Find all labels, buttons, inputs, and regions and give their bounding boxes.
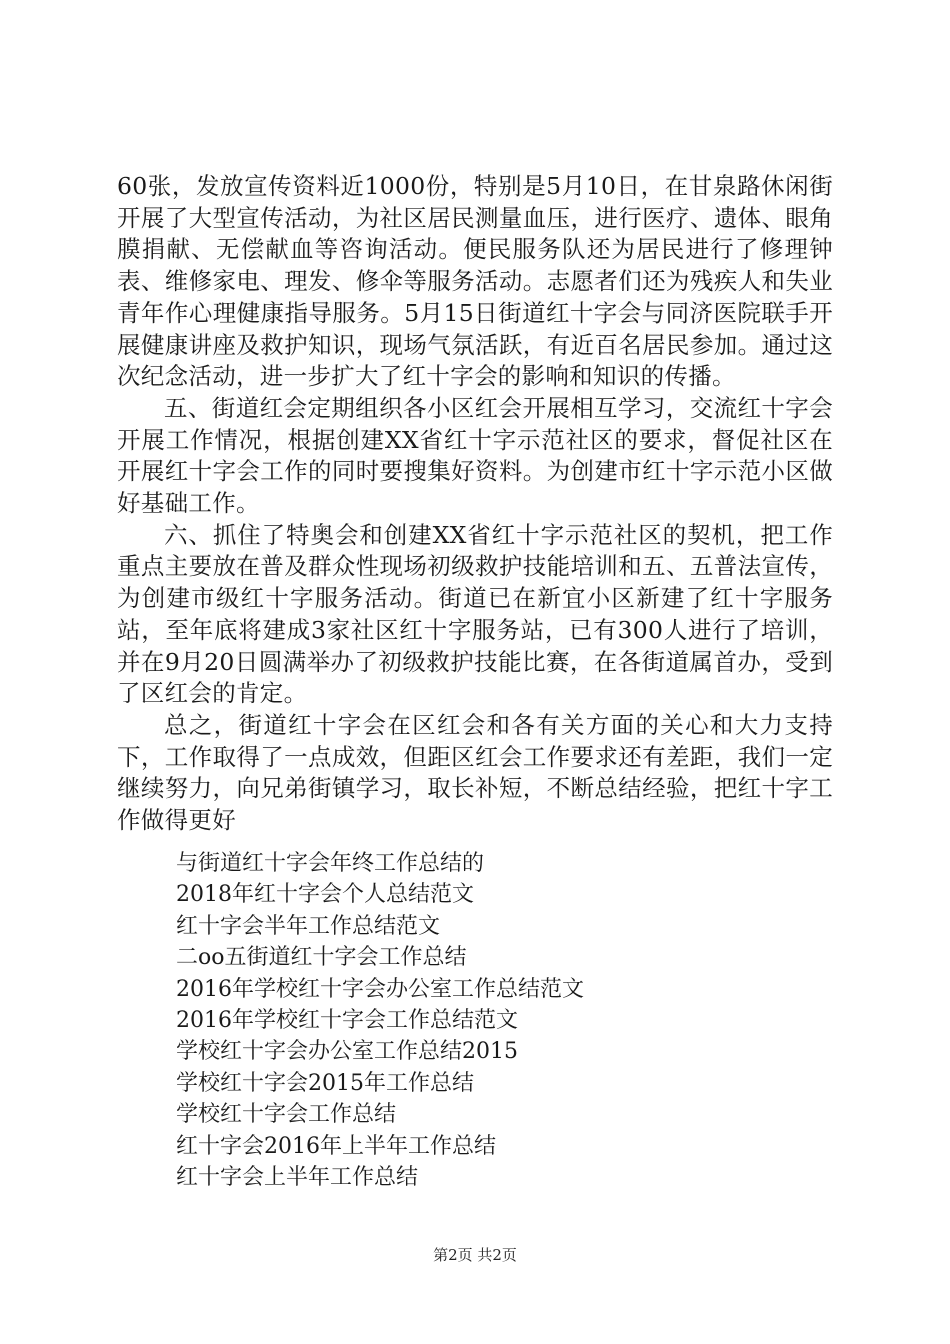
related-title[interactable]: 红十字会上半年工作总结 — [176, 1165, 419, 1191]
paragraph-summary: 总之，街道红十字会在区红会和各有关方面的关心和大力支持下，工作取得了一点成效，但距区红会工作要求还有差距，我们一定继续努力，向兄弟街镇学习，取长补短，不断总结经验，把红十字工作做得更好 — [117, 710, 833, 835]
related-title[interactable]: 二oo五街道红十字会工作总结 — [176, 945, 467, 971]
document-body — [117, 171, 833, 837]
related-title[interactable]: 红十字会半年工作总结范文 — [176, 913, 441, 939]
related-title[interactable]: 与街道红十字会年终工作总结的 — [176, 851, 485, 876]
page-footer: 第2页 共2页 — [433, 1246, 517, 1264]
related-title[interactable]: 学校红十字会2015年工作总结 — [176, 1070, 474, 1096]
paragraph-six: 六、抓住了特奥会和创建XX省红十字示范社区的契机，把工作重点主要放在普及群众性现场初级救护技能培训和五、五普法宣传，为创建市级红十字服务活动。街道已在新宜小区新建了红十字服务站，至年底将建成3家社区红十字服务站，已有300人进行了培训，并在9月20日圆满举办了初级救护技能比赛，在各街道属首办，受到了区红会的肯定。 — [117, 520, 833, 708]
related-title[interactable]: 2016年学校红十字会办公室工作总结范文 — [176, 976, 584, 1002]
related-title[interactable]: 2016年学校红十字会工作总结范文 — [176, 1008, 518, 1034]
paragraph-continued: 60张，发放宣传资料近1000份，特别是5月10日，在甘泉路休闲街开展了大型宣传活动，为社区居民测量血压，进行医疗、遗体、眼角膜捐献、无偿献血等咨询活动。便民服务队还为居民进行了修理钟表、维修家电、理发、修伞等服务活动。志愿者们还为残疾人和失业青年作心理健康指导服务。5月15日街道红十字会与同济医院联手开展健康讲座及救护知识，现场气氛活跃，有近百名居民参加。通过这次纪念活动，进一步扩大了红十字会的影响和知识的传播。 — [117, 172, 833, 391]
related-title[interactable]: 学校红十字会办公室工作总结2015 — [176, 1039, 518, 1065]
related-titles-list — [176, 848, 816, 1193]
related-title[interactable]: 红十字会2016年上半年工作总结 — [176, 1133, 496, 1159]
paragraph-five: 五、街道红会定期组织各小区红会开展相互学习，交流红十字会开展工作情况，根据创建XX省红十字示范社区的要求，督促社区在开展红十字会工作的同时要搜集好资料。为创建市红十字示范小区做好基础工作。 — [117, 393, 833, 518]
related-title[interactable]: 学校红十字会工作总结 — [176, 1102, 397, 1128]
related-title[interactable]: 2018年红十字会个人总结范文 — [176, 882, 474, 908]
